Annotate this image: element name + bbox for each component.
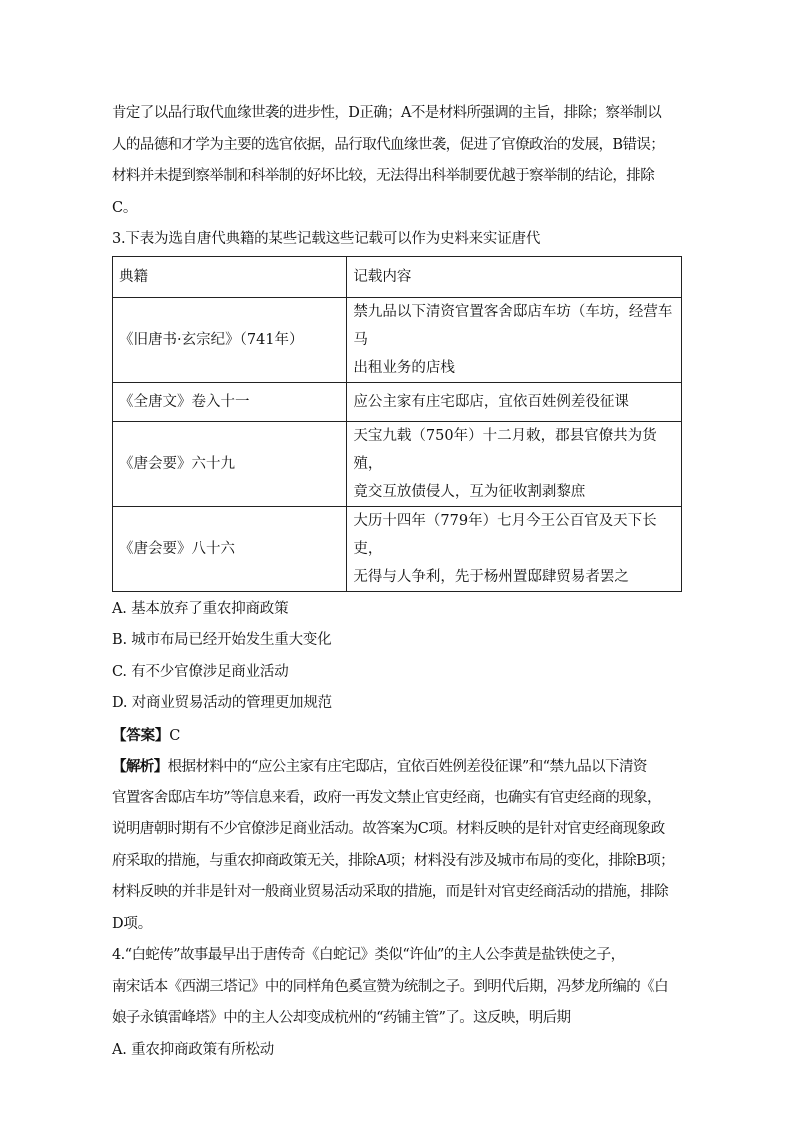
- table-header-cell: 记载内容: [347, 256, 682, 297]
- previous-explanation: [112, 98, 684, 224]
- table-row: [113, 421, 682, 506]
- analysis-line: 说明唐朝时期有不少官僚涉足商业活动。故答案为C项。材料反映的是针对官吏经商现象政: [112, 821, 665, 837]
- table-cell-source: 《唐会要》八十六: [113, 506, 347, 591]
- table-cell-content: [347, 382, 682, 421]
- option-c: C. 有不少官僚涉足商业活动: [112, 663, 289, 680]
- analysis-line: 府采取的措施，与重农抑商政策无关，排除A项；材料没有涉及城市布局的变化，排除B项；: [112, 852, 675, 869]
- answer-value: C: [169, 727, 181, 744]
- analysis-line: 材料反映的并非是针对一般商业贸易活动采取的措施，而是针对官吏经商活动的措施，排除: [112, 884, 668, 900]
- table-cell-content: [347, 297, 682, 382]
- option-a: A. 重农抑商政策有所松动: [112, 1041, 275, 1058]
- text-line: 人的品德和才学为主要的选官依据，品行取代血缘世袭，促进了官僚政治的发展，B错误；: [112, 136, 665, 153]
- answer-line: [112, 720, 684, 752]
- content-line: 应公主家有庄宅邸店，宜依百姓例差役征课: [353, 393, 629, 410]
- content-line: 大历十四年（779年）七月今王公百官及天下长吏，: [353, 512, 657, 557]
- question-4: [112, 940, 684, 1066]
- records-table: [112, 256, 682, 592]
- table-header-cell: 典籍: [113, 256, 347, 297]
- analysis-line: D项。: [112, 915, 153, 932]
- question-stem: 3.下表为选自唐代典籍的某些记载这些记载可以作为史料来实证唐代: [112, 231, 541, 247]
- text-line: 肯定了以品行取代血缘世袭的进步性，D正确；A不是材料所强调的主旨，排除；察举制以: [112, 105, 662, 121]
- question-stem-line: 娘子永镇雷峰塔》中的主人公却变成杭州的“药铺主管”了。这反映，明后期: [112, 1010, 571, 1026]
- table-cell-source: 《旧唐书·玄宗纪》（741年）: [113, 297, 347, 382]
- answer-label: 【答案】: [112, 726, 170, 744]
- content-line: 竟交互放债侵人，互为征收割剥黎庶: [353, 483, 586, 500]
- table-row: [113, 297, 682, 382]
- analysis-text: 根据材料中的“应公主家有庄宅邸店，宜依百姓例差役征课”和“禁九品以下清资: [167, 759, 647, 775]
- text-line: 材料并未提到察举制和科举制的好坏比较，无法得出科举制要优越于察举制的结论，排除: [112, 168, 655, 184]
- question-3: [112, 224, 684, 940]
- table-cell-source: 《全唐文》卷入十一: [113, 382, 347, 421]
- table-row: [113, 382, 682, 421]
- content-line: 天宝九载（750年）十二月敕，郡县官僚共为货殖，: [353, 427, 657, 472]
- analysis-line: 官置客舍邸店车坊”等信息来看，政府一再发文禁止官吏经商，也确实有官吏经商的现象，: [112, 789, 661, 806]
- analysis-line: [112, 751, 684, 783]
- content-line: 禁九品以下清资官置客舍邸店车坊（车坊，经营车马: [353, 303, 673, 348]
- option-a: A. 基本放弃了重农抑商政策: [112, 600, 289, 617]
- content-line: 无得与人争利，先于杨州置邸肆贸易者罢之: [353, 568, 629, 585]
- table-header-row: [113, 256, 682, 297]
- text-line: C。: [112, 199, 138, 216]
- content-line: 出租业务的店栈: [353, 359, 455, 376]
- question-stem-line: 4.“白蛇传”故事最早出于唐传奇《白蛇记》类似“许仙”的主人公李黄是盐铁使之子，: [112, 947, 625, 963]
- option-b: B. 城市布局已经开始发生重大变化: [112, 632, 332, 648]
- question-stem-line: 南宋话本《西湖三塔记》中的同样角色奚宣赞为统制之子。到明代后期，冯梦龙所编的《白: [112, 978, 668, 995]
- table-cell-content: [347, 421, 682, 506]
- table-row: [113, 506, 682, 591]
- document-page: [112, 98, 684, 1066]
- analysis-label: 【解析】: [112, 758, 168, 775]
- table-cell-content: [347, 506, 682, 591]
- option-d: D. 对商业贸易活动的管理更加规范: [112, 695, 332, 711]
- table-cell-source: 《唐会要》六十九: [113, 421, 347, 506]
